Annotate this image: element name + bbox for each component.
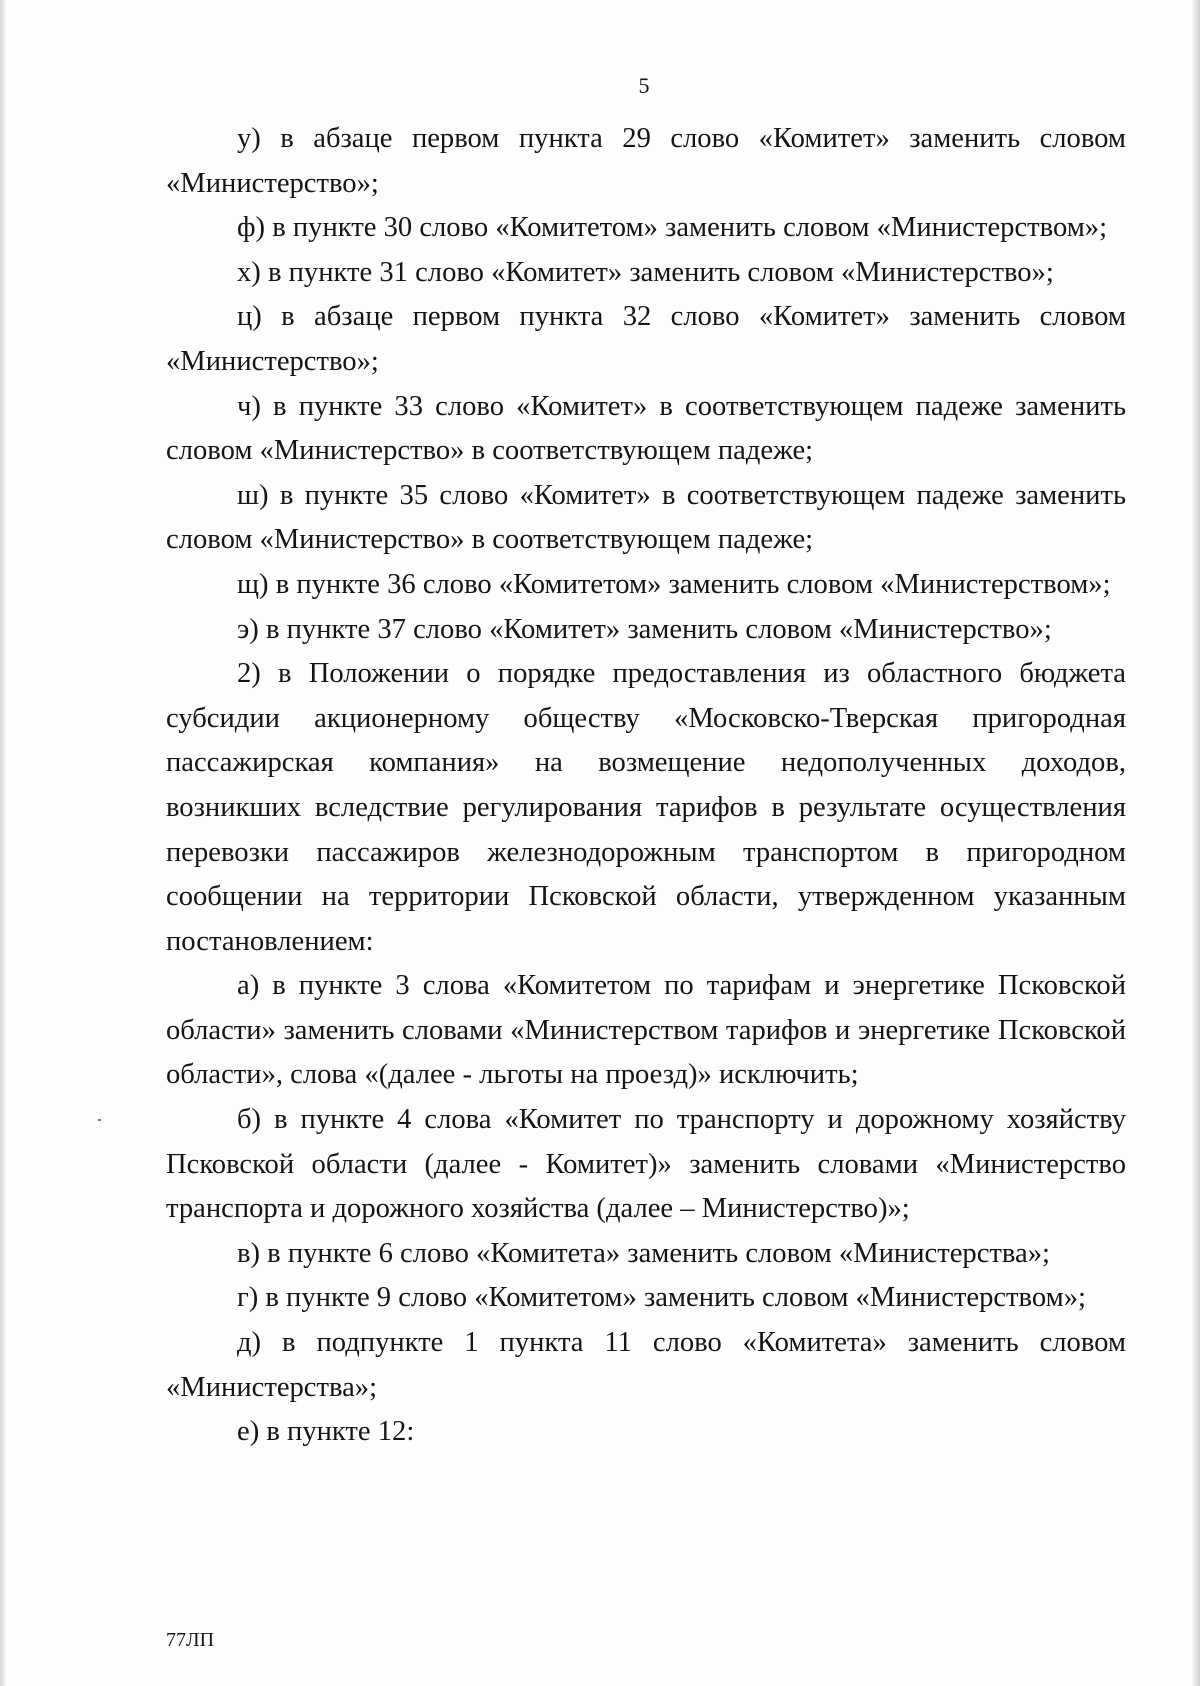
footer-document-code: 77ЛП: [166, 1629, 215, 1651]
document-body: [166, 117, 1126, 1455]
paragraph-shch: щ) в пункте 36 слово «Комитетом» заменить словом «Министерством»;: [237, 568, 1111, 600]
paragraph-e: э) в пункте 37 слово «Комитет» заменить словом «Министерство»;: [237, 613, 1052, 645]
paragraph-u: у) в абзаце первом пункта 29 слово «Комитет» заменить словом «Министерство»;: [166, 123, 1126, 199]
paragraph-f: ф) в пункте 30 слово «Комитетом» заменить словом «Министерством»;: [237, 212, 1108, 244]
paragraph-v: в) в пункте 6 слово «Комитета» заменить словом «Министерства»;: [237, 1237, 1050, 1269]
paragraph-ye: е) в пункте 12:: [237, 1416, 415, 1448]
paragraph-kh: х) в пункте 31 слово «Комитет» заменить словом «Министерство»;: [237, 256, 1054, 288]
scan-edge-right: [1192, 0, 1200, 1686]
paragraph-a: а) в пункте 3 слова «Комитетом по тарифам и энергетике Псковской области» заменить словами «Министерством тарифов и энергетике Псковской области», слова «(далее - льготы на проезд)» исключить;: [166, 970, 1126, 1091]
paragraph-b: б) в пункте 4 слова «Комитет по транспорту и дорожному хозяйству Псковской области (далее - Комитет)» заменить словами «Министерство транспорта и дорожного хозяйства (далее – Министерство)»;: [166, 1104, 1126, 1225]
scan-speck: [98, 1119, 101, 1121]
page-number: 5: [638, 73, 650, 98]
paragraph-g: г) в пункте 9 слово «Комитетом» заменить словом «Министерством»;: [237, 1282, 1086, 1314]
paragraph-d: д) в подпункте 1 пункта 11 слово «Комитета» заменить словом «Министерства»;: [166, 1327, 1126, 1403]
scan-edge-left: [0, 0, 6, 1686]
paragraph-ch: ч) в пункте 33 слово «Комитет» в соответствующем падеже заменить словом «Министерство» в соответствующем падеже;: [166, 390, 1126, 467]
paragraph-sh: ш) в пункте 35 слово «Комитет» в соответствующем падеже заменить словом «Министерство» в соответствующем падеже;: [166, 479, 1126, 556]
paragraph-ts: ц) в абзаце первом пункта 32 слово «Комитет» заменить словом «Министерство»;: [166, 301, 1126, 377]
paragraph-item-2: 2) в Положении о порядке предоставления из областного бюджета субсидии акционерному обществу «Московско-Тверская пригородная пассажирская компания» на возмещение недополученных доходов, возникших вследствие регулирования тарифов в результате осуществления перевозки пассажиров железнодорожным транспортом в пригородном сообщении на территории Псковской области, утвержденном указанным постановлением:: [166, 658, 1126, 957]
